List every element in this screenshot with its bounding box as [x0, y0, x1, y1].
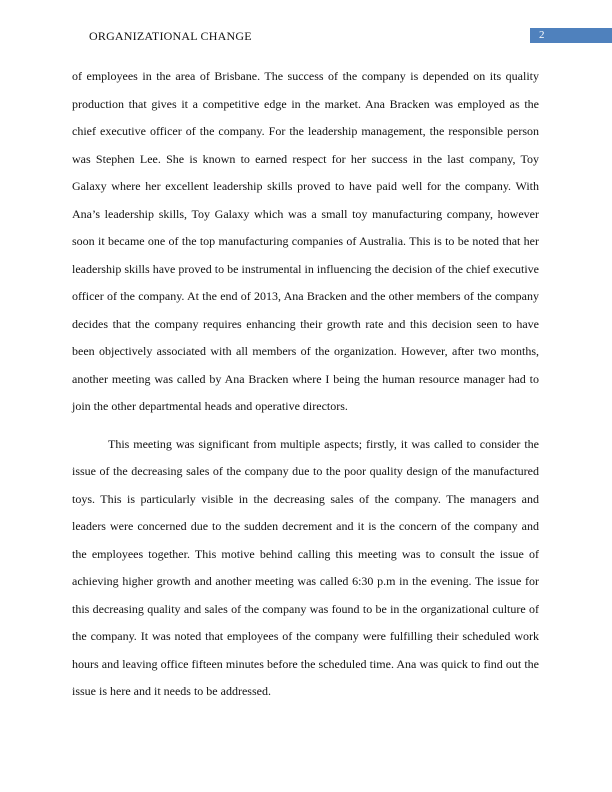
running-header-title: ORGANIZATIONAL CHANGE — [89, 29, 252, 43]
document-body — [72, 63, 539, 706]
paragraph-1: of employees in the area of Brisbane. The success of the company is depended on its quality production that gives it a competitive edge in the market. Ana Bracken was employed as the chief executive officer of the company. For the leadership management, the responsible person was Stephen Lee. She is known to earned respect for her success in the last company, Toy Galaxy where her excellent leadership skills proved to have paid well for the company. With Ana’s leadership skills, Toy Galaxy which was a small toy manufacturing company, however soon it became one of the top manufacturing companies of Australia. This is to be noted that her leadership skills have proved to be instrumental in influencing the decision of the chief executive officer of the company. At the end of 2013, Ana Bracken and the other members of the company decides that the company requires enhancing their growth rate and this decision seen to have been objectively associated with all members of the organization. However, after two months, another meeting was called by Ana Bracken where I being the human resource manager had to join the other departmental heads and operative directors. — [72, 69, 539, 413]
paragraph-2: This meeting was significant from multiple aspects; firstly, it was called to consider the issue of the decreasing sales of the company due to the poor quality design of the manufactured toys. This is particularly visible in the decreasing sales of the company. The managers and leaders were concerned due to the sudden decrement and it is the concern of the company and the employees together. This motive behind calling this meeting was to consult the issue of achieving higher growth and another meeting was called 6:30 p.m in the evening. The issue for this decreasing quality and sales of the company was found to be in the organizational culture of the company. It was noted that employees of the company were fulfilling their scheduled work hours and leaving office fifteen minutes before the scheduled time. Ana was quick to find out the issue is here and it needs to be addressed. — [72, 436, 539, 698]
page-number: 2 — [530, 28, 612, 43]
